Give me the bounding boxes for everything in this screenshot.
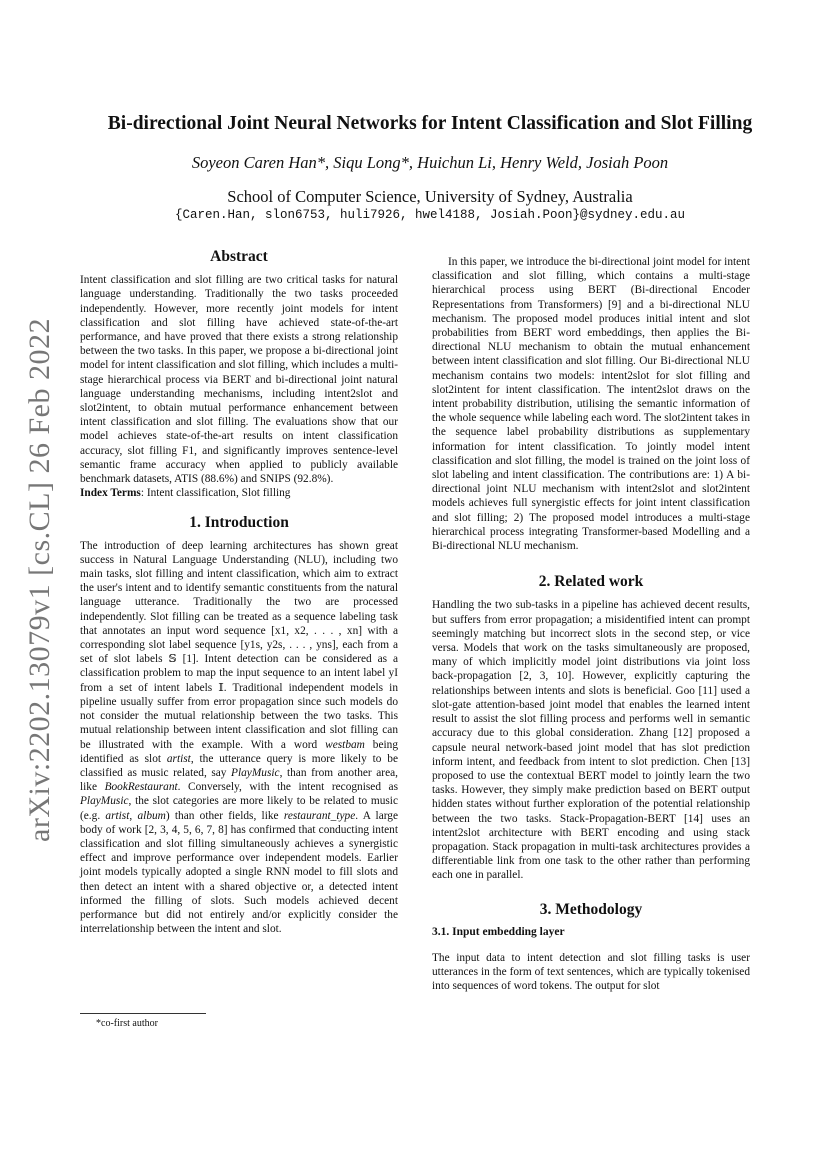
affiliation: School of Computer Science, University of Sydney, Australia xyxy=(227,187,633,206)
example-restaurant-type: restaurant_type xyxy=(283,809,356,822)
input-embedding-heading: 3.1. Input embedding layer xyxy=(432,925,565,938)
introduction-paragraph-1 xyxy=(80,539,398,937)
introduction-paragraph-2: In this paper, we introduce the bi-directional joint model for intent classification and slot filling, which contains a multi-stage hierarchical process using BERT (Bi-directional Encoder Representations from Transformers) [9] and a bi-directional NLU mechanism. The proposed model produces initial intent and slot probabilities from BERT word embeddings, then applies the Bi-directional NLU mechanism to obtain the mutual enhancement between intent classification and slot filling. Our Bi-directional NLU mechanism contains two models: intent2slot for slot filling and slot2intent for intent classification. The intent2slot draws on the intent probability distribution, utilising the semantic information of the whole sequence while labeling each word. The slot2intent takes in the sequence label probability distributions as supplementary information for intent classification. To jointly model intent classification and slot filling, the model is trained on the joint loss of slot labeling and intent classification. The contributions are: 1) A bi-directional joint NLU mechanism with intent2slot and slot2intent models achieves full synergistic effects for joint intent classification and slot filling; 2) The proposed model introduces a multi-stage hierarchical process integrating Transformer-based Modelling and a Bi-directional NLU mechanism. xyxy=(432,256,750,553)
paper-title: Bi-directional Joint Neural Networks for Intent Classification and Slot Filling xyxy=(107,113,753,134)
index-terms-value: : Intent classification, Slot filling xyxy=(140,487,291,500)
left-column xyxy=(80,250,398,936)
example-album: album xyxy=(137,809,166,822)
methodology-text: The input data to intent detection and slot filling tasks is user utterances in the form of text sentences, which are typically tokenised into sequences of word tokens. The output for slot xyxy=(432,951,750,993)
related-work-text: Handling the two sub-tasks in a pipeline has achieved decent results, but suffers from error propagation; a misidentified intent can prompt seemingly matching but incorrect slots in the second step, or vice versa. Models that work on the tasks simultaneously are proposed, many of which implicitly model joint distributions via joint loss back-propagation [2, 3, 10]. However, explicitly capturing the relationships between intents and slots is beneficial. Goo [11] used a slot-gate attention-based joint model that enables the learned intent result to assist the slot filling process and performs well in semantic accuracy due to this global consideration. Zhang [12] proposed a capsule neural network-based joint model that has slot prediction inform intent, and feedback from intent to slot prediction. Chen [13] proposed to use the contextual BERT model to jointly learn the two tasks. However, they simply make prediction based on BERT output hidden states without further exploration of the potential relationship between the two tasks. Stack-Propagation-BERT [14] uses an intent2slot architecture with BERT encoding and using stack propagation. Stack propagation in multi-task architectures provides a differentiable link from one task to the other rather than performing each one in parallel. xyxy=(432,599,750,882)
index-terms xyxy=(80,486,398,500)
example-bookrestaurant: BookRestaurant xyxy=(104,781,178,794)
example-westbam: westbam xyxy=(325,738,365,751)
methodology-heading: 3. Methodology xyxy=(539,900,643,918)
intro-text-c: , the utterance query is more likely to be classified as music related, say xyxy=(80,752,398,779)
intro-text-a: The introduction of deep learning architectures has shown great success in Natural Language Understanding (NLU), including two main tasks, slot filling and intent classification, which aim to extract the user's intent and to identify semantic constituents from the natural language utterance. Traditionally the two are processed independently. Slot filling can be treated as a sequence labeling task that annotates an input word sequence [x1, x2, . . . , xn] with a corresponding slot label sequence [y1s, y2s, . . . , yns], each from a set of slot labels 𝕊 [1]. Intent detection can be considered as a classification problem to map the input sequence to an intent label yI from a set of intent labels 𝕀. Traditional independent models in pipeline usually suffer from error propagation since such models do not consider the mutual relationship between the two tasks. This mutual relationship between intent classification and slot filling can be illustrated with the example. With a word xyxy=(80,539,398,751)
intro-text-d: , than from another area, like xyxy=(80,766,398,794)
footnote: *co-first author xyxy=(96,1018,158,1029)
right-column xyxy=(432,255,750,994)
introduction-heading: 1. Introduction xyxy=(189,514,289,532)
example-playmusic: PlayMusic xyxy=(231,766,280,779)
intro-text-f: , the slot categories are more likely to be related to music (e.g. xyxy=(80,795,398,822)
intro-text-b: being identified as slot xyxy=(80,738,398,765)
abstract-heading: Abstract xyxy=(210,248,268,265)
related-work-heading: 2. Related work xyxy=(538,573,644,591)
author-list: Soyeon Caren Han*, Siqu Long*, Huichun Li, Henry Weld, Josiah Poon xyxy=(191,153,669,172)
abstract-text: Intent classification and slot filling are two critical tasks for natural language understanding. Traditionally the two tasks proceeded independently. However, more recently joint models for intent classification and slot filling have achieved state-of-the-art performance, and have proved that there exists a strong relationship between the two tasks. In this paper, we propose a bi-directional joint model for intent classification and slot filling, which includes a multi-stage hierarchical process via BERT and bi-directional joint natural language understanding mechanisms, including intent2slot and slot2intent, to obtain mutual performance enhancement between intent classification and slot filling. The evaluations show that our model achieves state-of-the-art results on intent classification accuracy, slot filling F1, and significantly improves sentence-level semantic frame accuracy when applied to publicly available benchmark datasets, ATIS (88.6%) and SNIPS (92.8%). xyxy=(80,274,398,486)
intro-text-g: , xyxy=(129,809,138,822)
arxiv-id: arXiv:2202.13079v1 [cs.CL] 26 Feb 2022 xyxy=(23,318,57,842)
intro-text-h: ) than other fields, like xyxy=(165,809,284,822)
intro-text-i: . A large body of work [2, 3, 4, 5, 6, 7, 8] has confirmed that conducting intent classification and slot filling simultaneously achieves a synergistic effect and improve performance over independent models. Earlier joint models typically adopted a single RNN model to fill slots and then detect an intent with a shared objective or, a detected intent informed the filling of slots. Such models achieved decent performance but did not entirely and/or explicitly consider the interrelationship between the intent and slot. xyxy=(80,809,399,936)
index-terms-label: Index Terms xyxy=(80,487,141,500)
intro-text-e: . Conversely, with the intent recognised as xyxy=(177,781,398,794)
author-emails: {Caren.Han, slon6753, huli7926, hwel4188, Josiah.Poon}@sydney.edu.au xyxy=(174,208,686,222)
example-playmusic-2: PlayMusic xyxy=(80,795,129,808)
arxiv-sidebar xyxy=(10,300,70,860)
footnote-rule xyxy=(80,1013,206,1014)
example-artist-2: artist xyxy=(105,809,130,822)
example-artist: artist xyxy=(166,752,191,765)
